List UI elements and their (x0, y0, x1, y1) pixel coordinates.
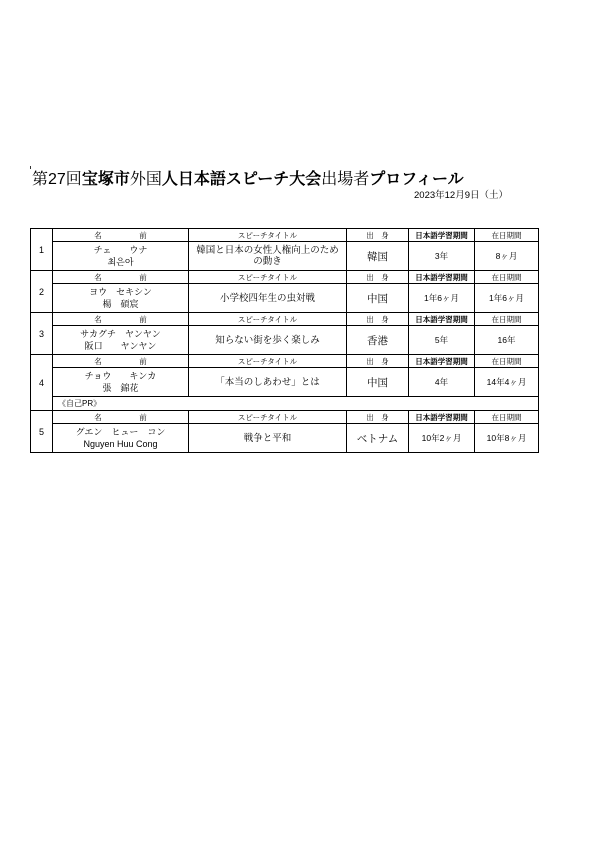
entry-number: 2 (31, 271, 53, 313)
column-header-name: 名 前 (53, 355, 189, 368)
entry-number: 1 (31, 229, 53, 271)
japanese-study-period: 3年 (409, 242, 475, 271)
origin: 香港 (347, 326, 409, 355)
name-kana: チョウ キンカ (84, 371, 157, 381)
column-header-study: 日本語学習期間 (409, 411, 475, 424)
column-header-name: 名 前 (53, 271, 189, 284)
stay-period-in-japan: 16年 (475, 326, 539, 355)
name-native: 張 錦花 (102, 383, 139, 393)
name-native: Nguyen Huu Cong (83, 439, 158, 449)
title-segment: 出場者 (321, 171, 370, 188)
column-header-title: スピーチタイトル (189, 229, 347, 242)
column-header-origin: 出 身 (347, 355, 409, 368)
column-header-stay: 在日期間 (475, 355, 539, 368)
entry-data-row (31, 368, 539, 397)
origin: 中国 (347, 284, 409, 313)
column-header-stay: 在日期間 (475, 229, 539, 242)
speech-title: 「本当のしあわせ」とは (189, 368, 347, 397)
name-native: 阪口 ヤンヤン (84, 341, 157, 351)
entry-data-row (31, 242, 539, 271)
origin: 中国 (347, 368, 409, 397)
entry-name-cell (53, 326, 189, 355)
origin: 韓国 (347, 242, 409, 271)
column-header-name: 名 前 (53, 411, 189, 424)
stay-period-in-japan: 8ヶ月 (475, 242, 539, 271)
entry-number: 4 (31, 355, 53, 411)
entry-name-cell (53, 368, 189, 397)
column-header-stay: 在日期間 (475, 271, 539, 284)
entry-data-row (31, 326, 539, 355)
entry-name-cell (53, 424, 189, 453)
title-segment: 第27回 (32, 171, 82, 188)
entry-number: 5 (31, 411, 53, 453)
entry-name-cell (53, 242, 189, 271)
column-header-study: 日本語学習期間 (409, 355, 475, 368)
japanese-study-period: 10年2ヶ月 (409, 424, 475, 453)
column-header-origin: 出 身 (347, 271, 409, 284)
column-header-stay: 在日期間 (475, 313, 539, 326)
origin: ベトナム (347, 424, 409, 453)
entry-header-row (31, 229, 539, 242)
self-pr-row (31, 397, 539, 411)
column-header-origin: 出 身 (347, 411, 409, 424)
speech-title: 戦争と平和 (189, 424, 347, 453)
name-native: 楊 碩宸 (102, 299, 139, 309)
title-segment: 外国 (129, 171, 162, 188)
name-kana: ヨウ セキシン (89, 287, 152, 297)
entry-data-row (31, 284, 539, 313)
column-header-stay: 在日期間 (475, 411, 539, 424)
entry-data-row (31, 424, 539, 453)
page-title (32, 170, 464, 190)
self-pr-label: 《自己PR》 (53, 397, 539, 411)
japanese-study-period: 5年 (409, 326, 475, 355)
column-header-title: スピーチタイトル (189, 355, 347, 368)
speech-title: 知らない街を歩く楽しみ (189, 326, 347, 355)
column-header-name: 名 前 (53, 229, 189, 242)
title-tick-mark (30, 166, 31, 169)
speech-title: 小学校四年生の虫対戦 (189, 284, 347, 313)
column-header-name: 名 前 (53, 313, 189, 326)
column-header-title: スピーチタイトル (189, 313, 347, 326)
speech-title: 韓国と日本の女性人権向上のため の動き (189, 242, 347, 271)
entry-header-row (31, 355, 539, 368)
title-segment: プロフィール (369, 171, 464, 188)
entry-name-cell (53, 284, 189, 313)
name-kana: サカグチ ヤンヤン (80, 329, 161, 339)
profile-table (30, 228, 539, 453)
stay-period-in-japan: 14年4ヶ月 (475, 368, 539, 397)
name-kana: グエン ヒュー コン (75, 427, 166, 437)
column-header-origin: 出 身 (347, 229, 409, 242)
entry-header-row (31, 271, 539, 284)
stay-period-in-japan: 10年8ヶ月 (475, 424, 539, 453)
name-kana: チェ ウナ (93, 245, 148, 255)
column-header-study: 日本語学習期間 (409, 313, 475, 326)
japanese-study-period: 1年6ヶ月 (409, 284, 475, 313)
japanese-study-period: 4年 (409, 368, 475, 397)
name-native: 최은아 (107, 257, 134, 267)
profile-table-body (31, 229, 539, 453)
entry-header-row (31, 313, 539, 326)
entry-number: 3 (31, 313, 53, 355)
column-header-title: スピーチタイトル (189, 411, 347, 424)
title-segment: 宝塚市 (81, 171, 130, 188)
stay-period-in-japan: 1年6ヶ月 (475, 284, 539, 313)
column-header-study: 日本語学習期間 (409, 271, 475, 284)
event-date: 2023年12月9日（土） (414, 190, 508, 201)
column-header-study: 日本語学習期間 (409, 229, 475, 242)
title-segment: 人日本語スピーチ大会 (161, 171, 322, 188)
column-header-title: スピーチタイトル (189, 271, 347, 284)
column-header-origin: 出 身 (347, 313, 409, 326)
entry-header-row (31, 411, 539, 424)
